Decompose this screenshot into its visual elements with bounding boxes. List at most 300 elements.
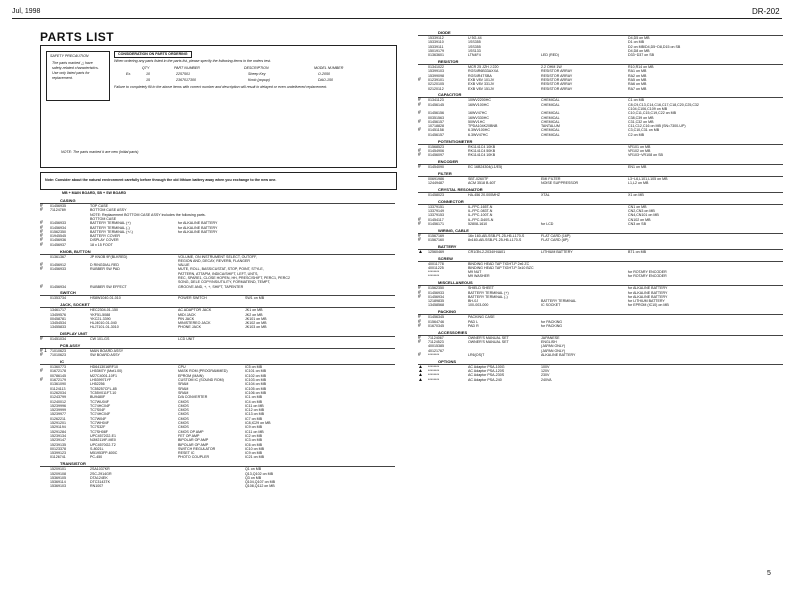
part-description: 16WV47HC <box>468 111 487 116</box>
part-description: BATTERY COVER <box>90 234 120 239</box>
part-location: JK2 on MB <box>245 312 263 317</box>
part-location: C31,C32 on MB <box>628 119 654 124</box>
part-note: for ALKALINE BATTERY <box>178 221 218 226</box>
part-description: LTN4F4 <box>468 53 481 58</box>
part-note: (JAPAN ONLY) <box>541 344 566 349</box>
part-number: 15239134 <box>50 433 66 438</box>
part-description: BU9480F <box>90 395 106 400</box>
section-heading: OPTIONS <box>438 358 457 364</box>
part-location: for EPROM (IC10) on MB <box>628 303 669 308</box>
part-note: RESISTOR ARRAY <box>541 77 573 82</box>
part-location: D2 on MB/D4,D5~D8,D15 on SB <box>628 44 681 49</box>
part-note: LITHIUM BATTERY <box>541 249 573 254</box>
part-location: IC6 on MB <box>245 442 262 447</box>
part-location: IC9 on MB <box>245 425 262 430</box>
lithium-notice-text: Note: Consider about the natural environment carefully before through the old lithium battery away when you exchange to the new one. <box>45 178 277 182</box>
part-location: IC2 on MB <box>245 433 262 438</box>
part-description: EXB V8V 331JV <box>468 82 495 87</box>
part-location: IC106 on MB <box>245 390 266 395</box>
part-note: MINISTEREO JACK <box>178 321 211 326</box>
part-description: RK1141C4 10KB <box>468 153 496 158</box>
part-note: 230V <box>541 373 550 378</box>
part-note: FLAT CARD (8P) <box>541 237 569 242</box>
part-mark: # <box>418 97 421 104</box>
ordering-ex-part: 2257501 <box>176 72 190 76</box>
part-description: PAD R <box>468 323 479 328</box>
part-number: 13459576 <box>50 312 66 317</box>
part-mark: # <box>40 266 43 273</box>
part-description: M9 WASHER <box>468 274 490 279</box>
part-mark: ▲ <box>418 376 423 383</box>
part-description: 6.3WV100HC <box>468 128 490 133</box>
part-location: JK102 on MB <box>245 321 267 326</box>
part-number: 01456934 <box>50 284 66 289</box>
part-mark: # <box>418 351 421 358</box>
part-number: ******** <box>428 274 440 279</box>
part-number: ******** <box>428 364 440 369</box>
part-location: CN2,CN3 on MB <box>628 208 655 213</box>
part-mark: # <box>418 110 421 117</box>
part-description: DISPLAY COVER <box>90 238 119 243</box>
part-note: CMOS <box>178 399 189 404</box>
part-mark: # <box>418 289 421 296</box>
part-row <box>40 455 395 460</box>
part-note: CHEMICAL <box>541 119 560 124</box>
ordering-ex-desc: Sheep Key <box>248 72 266 76</box>
part-note: CHEMICAL <box>541 115 560 120</box>
ordering-ex-part: 2367017300 <box>176 78 196 82</box>
part-number: 01456912 <box>50 263 66 268</box>
part-number: 01562350 <box>50 229 66 234</box>
part-number: 01456935 <box>50 204 66 208</box>
part-number: 13461717 <box>50 308 66 313</box>
part-description: TC55V011FT-10 <box>90 390 117 395</box>
part-location: C11,C12,C16 on MB (SN=7300-UP) <box>628 124 686 129</box>
part-description: U 5G-44 <box>468 36 482 40</box>
part-note: SRAM <box>178 382 189 387</box>
part-note: SRAM <box>178 386 189 391</box>
section-heading: WIRING, CABLE <box>438 227 469 233</box>
ordering-ex-model: DAO-150 <box>318 78 333 82</box>
part-description: YKC21-3390 <box>90 316 111 321</box>
part-note: CHEMICAL <box>541 102 560 107</box>
part-number: 01564746 <box>428 319 444 324</box>
part-number: 01456933 <box>50 267 66 272</box>
part-location: IC11 on MB <box>245 429 264 434</box>
part-location: JK101 on MB <box>245 316 267 321</box>
part-description: ACM 3518 B-60T <box>468 181 496 185</box>
part-number: 02120105 <box>428 82 444 87</box>
part-location: IC10 on MB <box>245 446 264 451</box>
part-mark: # <box>40 203 43 209</box>
part-note: JAPANESE <box>541 335 560 340</box>
part-location: JK1 on MB <box>245 308 263 313</box>
part-description: MAIN BOARD ASSY <box>90 349 124 353</box>
part-description: RGS4R4TSBA <box>468 73 492 78</box>
part-note: RESET IC <box>178 451 195 456</box>
part-number: 15399103 <box>428 69 444 74</box>
part-number: 00351563 <box>428 115 444 120</box>
part-mark: # <box>40 377 43 383</box>
part-number: 15339111 <box>428 44 444 49</box>
header-model: DR-202 <box>752 7 780 16</box>
section-heading: CAPACITOR <box>438 92 462 98</box>
part-description: TC55257CFL-85 <box>90 386 117 391</box>
section-heading: CONNECTOR <box>438 198 464 204</box>
part-location: EN1 on MB <box>628 164 647 169</box>
part-number: 13458568 <box>428 303 444 308</box>
part-location: VR101 on MB <box>628 144 651 149</box>
part-description: PC-450 <box>90 455 103 460</box>
part-description: TC7WU04F <box>90 399 109 404</box>
part-number: 15239135 <box>50 442 66 447</box>
part-note: for ALKALINE BATTERY <box>178 229 218 234</box>
part-mark: # <box>418 236 421 243</box>
part-number: ******** <box>428 368 440 373</box>
section-heading: JACK, SOCKET <box>60 302 90 308</box>
part-description: BOTTOM CASE ASSY <box>90 208 127 213</box>
part-row <box>418 165 783 170</box>
part-number: 01456171 <box>428 221 444 226</box>
part-note: SRAM <box>178 390 189 395</box>
part-description: OWNER'S MANUAL SET <box>468 335 509 340</box>
part-number: 01568523 <box>428 144 444 149</box>
part-location: IC11 on MB <box>245 403 264 408</box>
part-location: C1 on MB <box>628 98 644 103</box>
part-description: AC Adaptor PSA-230S <box>468 373 505 378</box>
part-number: ******** <box>428 373 440 378</box>
part-row <box>418 193 783 198</box>
part-location: IC103 on MB <box>245 378 266 382</box>
part-number: 01456145 <box>428 102 444 107</box>
part-location: CN3 on SB <box>628 221 646 226</box>
part-description: RN1007 <box>90 484 104 489</box>
part-note: SWITCH REGULATOR <box>178 446 216 451</box>
part-note: CMOS <box>178 408 189 413</box>
part-number: 01456156 <box>428 111 444 116</box>
part-description: BATTERY TERMINAL (-) <box>90 225 130 230</box>
part-description: IL-FPC-083T-N <box>468 208 493 213</box>
section-heading: BATTERY <box>438 243 457 249</box>
part-description: EC 16B24304(L1/E5) <box>468 164 503 169</box>
part-location: RA1 on MB <box>628 69 647 74</box>
lithium-notice <box>40 172 397 190</box>
part-mark: # 1 <box>40 348 47 354</box>
part-note: AC ADAPTOR JACK <box>178 308 212 313</box>
part-note: REC, SPARE1, CLOSE HOPEN, HH, PRESC/SHIFT, PERC1, PERC2 <box>178 276 290 280</box>
part-location: IC8,IC29 on MB <box>245 421 271 425</box>
part-note: PATTERN, ATTAPM, INDICA/SHIFT, LEFT, UNTS, <box>178 271 259 276</box>
part-number: 12449487 <box>428 181 444 185</box>
ordering-col: QTY <box>142 66 150 70</box>
left-parts-column <box>40 198 395 583</box>
part-description: RUBBER SW PAD <box>90 267 120 272</box>
part-description: 1SS133 <box>468 48 481 53</box>
part-description: UPC4572G2-E1 <box>90 433 116 438</box>
part-number: 15399098 <box>428 73 444 78</box>
part-note: CMOS <box>178 412 189 417</box>
part-description: 16WV330HC <box>468 115 489 120</box>
part-number: 15209101 <box>50 467 66 472</box>
part-mark: # <box>40 237 43 244</box>
ordering-failure: Failure to completely fill in the above items with correct number and description will result in delayed or even undelivered replacement. <box>114 85 328 89</box>
part-mark: # <box>40 283 43 290</box>
part-description: 16WV100HC <box>468 102 489 107</box>
part-description: D RINGDIAL RED <box>90 263 120 268</box>
part-location: IC7 on MB <box>245 416 262 421</box>
part-location: VR103~VR108 on SB <box>628 153 663 158</box>
section-heading: ACCESSORIES <box>438 329 468 335</box>
part-number: 15239996 <box>50 403 66 408</box>
ordering-ex-qty: 10 <box>146 72 150 76</box>
part-note: CHEMICAL <box>541 111 560 116</box>
part-mark: ▲ <box>418 372 423 379</box>
part-location: CN102 on MB <box>628 217 651 222</box>
part-description: JP KNOB 9F(BLKRED) <box>90 254 128 259</box>
part-location: IC9 on MB <box>245 451 262 456</box>
part-number: 01670345 <box>428 323 444 328</box>
part-number: 15339110 <box>428 40 444 45</box>
part-description: 2SC-2914GR <box>90 471 112 476</box>
section-heading: KNOB, BUTTON <box>60 248 91 254</box>
part-note: RESISTOR ARRAY <box>541 86 573 91</box>
part-number: 01126741 <box>50 455 66 460</box>
part-mark: # <box>418 293 421 300</box>
page-number: 5 <box>767 570 771 577</box>
part-description: TC74HC04F <box>90 403 111 408</box>
part-number: 01458023 <box>428 192 444 197</box>
part-mark: # <box>40 336 43 343</box>
part-description: IL-FPC-165T-N <box>468 204 493 209</box>
part-number: 15019179 <box>428 48 444 53</box>
part-note: for ALKALINE BATTERY <box>178 225 218 230</box>
part-location: IC21 on MB <box>245 455 264 460</box>
part-note: XTAL <box>541 192 550 197</box>
section-heading: PCB ASSY <box>60 343 81 348</box>
part-row <box>418 303 783 308</box>
part-number: 01240012 <box>50 399 66 404</box>
part-location: C10,C11,C15,C19,C22 on MB <box>628 111 677 116</box>
part-number: 01456097 <box>428 153 444 158</box>
part-description: BATTERY TERMINAL (+/-) <box>90 229 133 234</box>
part-note: RESISTOR ARRAY <box>541 73 573 78</box>
part-description: 16x 160-AB-SSB-P1.25-H5-L170-S <box>468 233 525 238</box>
part-mark: # <box>418 127 421 134</box>
part-row <box>418 353 783 358</box>
part-number: ******** <box>428 270 440 275</box>
part-description: IL-FPC-100T-N <box>468 213 493 218</box>
part-number: 15239147 <box>50 438 66 443</box>
part-note: CHEMICAL <box>541 128 560 133</box>
part-note: ALKALINE BATTERY <box>541 352 576 357</box>
part-number: 13379153 <box>428 213 444 218</box>
part-number: 01454117 <box>428 217 444 222</box>
part-location: X1 on MB <box>628 192 644 197</box>
part-row <box>40 337 395 342</box>
part-number: 13454534 <box>50 321 66 326</box>
part-location: Q104,Q107 on MB <box>245 480 275 485</box>
part-mark: # <box>40 220 43 227</box>
part-note: for PACKING <box>541 323 563 328</box>
part-location: for ROTARY ENCODER <box>628 274 667 279</box>
part-number: 02120112 <box>428 86 444 91</box>
part-location: D1 on MB <box>628 40 644 45</box>
part-number: 00786145 <box>50 373 66 378</box>
part-number: 71010623 <box>50 353 66 358</box>
part-mark: # <box>418 147 421 154</box>
part-mark: # <box>40 228 43 235</box>
part-row <box>40 353 395 358</box>
part-description: 10WV2200HC <box>468 98 491 103</box>
part-note: 100V <box>541 364 550 369</box>
part-mark: # <box>40 224 43 231</box>
part-number: 71124789 <box>50 208 66 213</box>
part-mark: # <box>40 207 43 214</box>
part-location: C38,C39 on MB <box>628 115 654 120</box>
part-description: RUBBER SW EFFECT <box>90 284 127 289</box>
part-number: 13455833 <box>50 325 66 330</box>
ordering-col: PART NUMBER <box>174 66 200 70</box>
part-description: 100-003-000 <box>468 303 489 308</box>
part-description: AC Adaptor PSA-240 <box>468 377 502 382</box>
part-note: VOLUME, ON INSTRUMENT SELECT, OUTOFF, <box>178 254 257 259</box>
part-mark: # <box>418 152 421 159</box>
part-description: TC7SH08F <box>90 429 108 434</box>
section-heading: FILTER <box>438 170 452 176</box>
page-title: PARTS LIST <box>40 30 115 44</box>
part-description: HA-456 20.000MHZ <box>468 192 500 197</box>
part-location: C2 on MB <box>628 132 644 137</box>
part-description: 1SS355 <box>468 40 481 45</box>
part-mark: # <box>40 352 43 359</box>
part-mark: # <box>418 318 421 325</box>
part-row <box>418 87 783 92</box>
safety-line: Use only listed parts for <box>52 71 90 75</box>
safety-box <box>46 51 110 101</box>
part-description: SW BOARD ASSY <box>90 353 120 358</box>
part-row <box>40 296 395 301</box>
part-note: 240VA <box>541 377 552 382</box>
part-number: 01567160 <box>428 237 444 242</box>
part-note: EMI FILTER <box>541 176 561 181</box>
part-number: 71124523 <box>428 339 444 344</box>
part-location: for LITHIUM BATTERY <box>628 299 665 304</box>
part-description: BATTERY TERMINAL (+) <box>90 221 131 226</box>
ordering-col: MODEL NUMBER <box>314 66 344 70</box>
part-location: for ALKALINE BATTERY <box>628 286 668 291</box>
part-description: M27C4001-10F1 <box>90 373 117 378</box>
safety-line: safety-related characteristics. <box>52 66 99 70</box>
part-note: FET OP AMP <box>178 433 200 438</box>
ordering-col: DESCRIPTION <box>244 66 269 70</box>
header-date: Jul, 1998 <box>12 8 41 15</box>
part-number: 01456934 <box>50 225 66 230</box>
part-description: NOTE: Replacement BOTTOM CASE ASSY includes the following parts. <box>90 212 206 217</box>
part-location: C104,C106,C109 on MB <box>628 106 668 111</box>
ordering-ex-desc: Knob (popup) <box>248 78 270 82</box>
board-heading: MB + MAIN BOARD, SB + SW BOARD <box>62 191 127 195</box>
part-number: 15369114 <box>50 480 66 485</box>
part-location: RA7 on MB <box>628 86 647 91</box>
ordering-heading: CONSIDERATION ON PARTS ORDERING <box>114 51 192 58</box>
part-description: BOTTOM CASE <box>90 216 117 221</box>
part-mark: # <box>418 285 421 292</box>
part-note: D/A CONVERTER <box>178 395 208 400</box>
part-note: 2.2 OHM 1W <box>541 65 562 69</box>
part-description: TC7S04F <box>90 408 106 413</box>
part-description: 1SS355 <box>468 44 481 49</box>
part-location: SW1 on MB <box>245 296 265 301</box>
part-description: LR6(OS)T <box>468 352 485 357</box>
part-number: 40011778 <box>428 261 444 266</box>
part-note: CMOS OP AMP <box>178 429 204 434</box>
part-location: R10,R14 on MB <box>628 65 654 69</box>
part-number: 01672178 <box>50 369 66 374</box>
part-mark: # <box>418 334 421 341</box>
part-description: UPC4570G2-T2 <box>90 442 116 447</box>
part-number: 01456934 <box>428 294 444 299</box>
part-location: JK103 on MB <box>245 325 267 330</box>
part-description: SHIELD SHEET <box>468 286 494 291</box>
part-mark: # <box>418 322 421 329</box>
part-description: 6.3WV47HC <box>468 132 488 137</box>
section-heading: SWITCH <box>60 290 76 296</box>
part-note: for PACKING <box>541 319 563 324</box>
part-number: 01456936 <box>50 238 66 243</box>
part-number: 01945545 <box>50 234 66 239</box>
part-note: BIPOLAR OP AMP <box>178 442 209 447</box>
part-description: RK1141C4 50KB <box>468 148 496 153</box>
part-row <box>418 153 783 158</box>
part-description: TC74HC04F <box>90 412 111 417</box>
part-note: RESISTOR ARRAY <box>541 82 573 87</box>
ordering-ex-qty: 15 <box>146 78 150 82</box>
part-number: 15369103 <box>50 484 66 489</box>
part-location: Q1 on MB <box>245 467 262 472</box>
part-location: BT1 on MB <box>628 249 646 254</box>
part-mark: # <box>40 241 43 248</box>
part-number: 13379151 <box>428 204 444 209</box>
ordering-ex-label: Ex. <box>126 72 132 76</box>
part-number: 01454906 <box>428 148 444 153</box>
part-location: D4,D8 on MB <box>628 48 650 53</box>
part-mark: ▲ <box>418 367 423 374</box>
part-mark: # <box>418 163 421 170</box>
part-number: 01361090 <box>50 382 66 387</box>
ordering-intro: When ordering any parts listed in the parts list, please specify the following items in the orders test. <box>114 59 272 63</box>
part-description: BINDING HEAD TAP TIGHT-P 2x6 ZC <box>468 261 530 266</box>
ordering-ex-model: O-2050 <box>318 72 330 76</box>
part-note: SONG, DELE COPY/NS/UTILITY, FORMATEND, TEMPT, <box>178 280 271 285</box>
part-note: EPROM (MAIN) <box>178 373 204 378</box>
part-mark: # <box>418 314 421 321</box>
part-description: TOP CASE <box>90 204 109 208</box>
part-description: LH53M7Y (Mot1.00) <box>90 369 123 374</box>
part-description: EXB V8V 101JV <box>468 77 495 82</box>
part-description: PAD L <box>468 319 479 324</box>
part-number: 10718828 <box>428 124 444 129</box>
part-description: RGS4R6B33AXXA <box>468 69 499 74</box>
part-note: CUSTOM IC (SOUND ROM) <box>178 378 224 382</box>
part-note: CMOS <box>178 425 189 430</box>
section-heading: IC <box>60 359 64 365</box>
safety-line: The parts marked △ have <box>52 61 93 65</box>
part-number: 13379149 <box>428 208 444 213</box>
part-number: 01456933 <box>428 290 444 295</box>
part-number: 12560469 <box>428 249 444 254</box>
part-location: Q13,Q102 on MB <box>245 471 273 476</box>
part-note: FLAT CARD (16P) <box>541 233 571 238</box>
